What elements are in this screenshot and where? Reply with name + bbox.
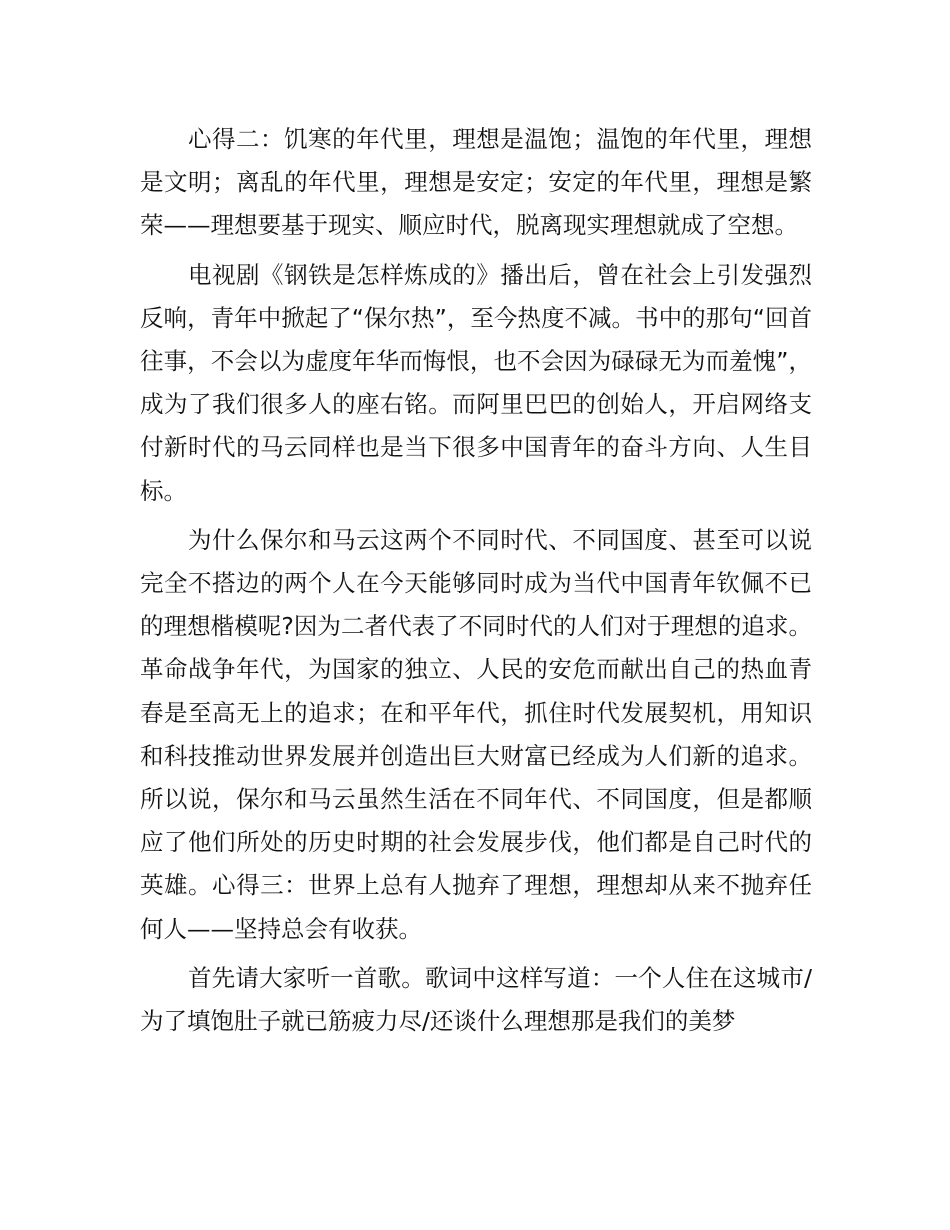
document-body [140, 118, 812, 1049]
paragraph-4: 首先请大家听一首歌。歌词中这样写道：一个人住在这城市/为了填饱肚子就已筋疲力尽/还谈什么理想那是我们的美梦 [140, 963, 812, 1036]
paragraph-1: 心得二：饥寒的年代里，理想是温饱；温饱的年代里，理想是文明；离乱的年代里，理想是安定；安定的年代里，理想是繁荣——理想要基于现实、顺应时代，脱离现实理想就成了空想。 [140, 125, 812, 240]
paragraph-3: 为什么保尔和马云这两个不同时代、不同国度、甚至可以说完全不搭边的两个人在今天能够同时成为当代中国青年钦佩不已的理想楷模呢?因为二者代表了不同时代的人们对于理想的追求。革命战争年代，为国家的独立、人民的安危而献出自己的热血青春是至高无上的追求；在和平年代，抓住时代发展契机，用知识和科技推动世界发展并创造出巨大财富已经成为人们新的追求。所以说，保尔和马云虽然生活在不同年代、不同国度，但是都顺应了他们所处的历史时期的社会发展步伐，他们都是自己时代的英雄。心得三：世界上总有人抛弃了理想，理想却从来不抛弃任何人——坚持总会有收获。 [140, 525, 812, 943]
paragraph-2: 电视剧《钢铁是怎样炼成的》播出后，曾在社会上引发强烈反响，青年中掀起了“保尔热”，至今热度不减。书中的那句“回首往事，不会以为虚度年华而悔恨，也不会因为碌碌无为而羞愧”，成为了我们很多人的座右铭。而阿里巴巴的创始人，开启网络支付新时代的马云同样也是当下很多中国青年的奋斗方向、人生目标。 [140, 260, 812, 505]
